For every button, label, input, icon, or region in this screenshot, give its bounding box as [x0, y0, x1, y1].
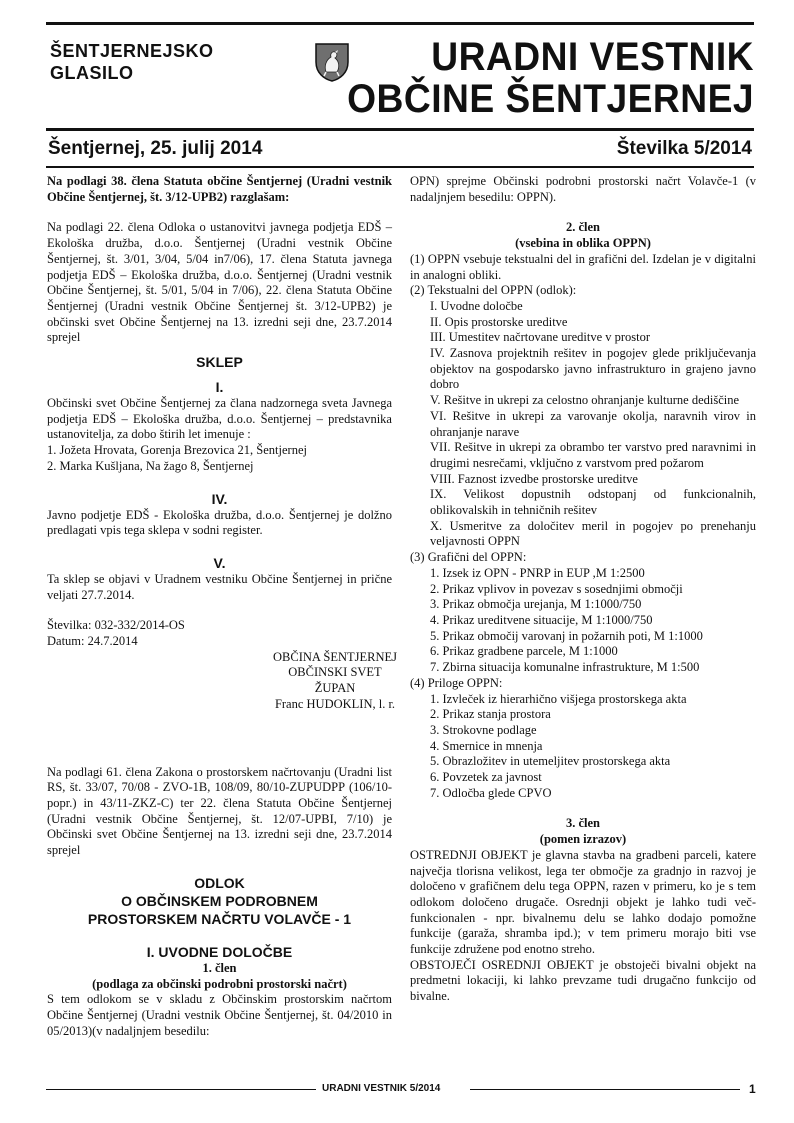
issue-date: Šentjernej, 25. julij 2014	[48, 138, 263, 159]
article-3-subtitle: (pomen izrazov)	[539, 832, 627, 847]
article-2-subtitle: (vsebina in oblika OPPN)	[515, 236, 651, 251]
signature-block	[47, 650, 425, 713]
sklep-intro: Na podlagi 38. člena Statuta občine Šentjernej (Uradni vestnik Občine Šentjernej, št. 3/12-UPB2) razglašam:	[47, 174, 392, 204]
attachment-item: 4. Smernice in mnenja	[430, 738, 543, 753]
top-rule	[46, 22, 754, 25]
signature-line1: OBČINA ŠENTJERNEJ	[273, 649, 397, 664]
text-part-item: I. Uvodne določbe	[430, 298, 523, 313]
article-1-heading: 1. člen	[202, 960, 237, 975]
text-part-item: V. Rešitve in ukrepi za celostno ohranjanje kulturne dediščine	[430, 393, 740, 408]
signature-line3: ŽUPAN	[314, 681, 356, 696]
attachment-item: 6. Povzetek za javnost	[430, 770, 542, 785]
footer-rule-right	[470, 1089, 740, 1090]
footer-label: URADNI VESTNIK 5/2014	[322, 1083, 441, 1094]
masthead-left-line1: ŠENTJERNEJSKO	[50, 41, 214, 61]
footer-rule	[46, 1089, 316, 1090]
graphic-part-item: 7. Zbirna situacija komunalne infrastrukture, M 1:500	[430, 660, 700, 675]
masthead-title	[294, 36, 754, 120]
graphic-part-item: 3. Prikaz območja urejanja, M 1:1000/750	[430, 597, 642, 612]
left-column	[47, 174, 397, 1039]
title-line2: OBČINE ŠENTJERNEJ	[347, 77, 754, 121]
attachment-list	[410, 692, 756, 802]
sklep-section-iv: IV.	[211, 490, 228, 507]
attachment-item: 1. Izvleček iz hierarhično višjega prostorskega akta	[430, 691, 687, 706]
header-rule	[46, 128, 754, 131]
article-2-para-4: (4) Priloge OPPN:	[410, 675, 503, 690]
text-part-item: III. Umestitev načrtovane ureditve v prostor	[430, 330, 651, 345]
sklep-number: Številka: 032-332/2014-OS	[47, 618, 185, 633]
article-1-continued: OPN) sprejme Občinski podrobni prostorski načrt Volavče-1 (v nadaljnjem besedilu: OPPN).	[410, 174, 756, 204]
attachment-item: 2. Prikaz stanja prostora	[430, 707, 551, 722]
sklep-date: Datum: 24.7.2014	[47, 634, 138, 649]
title-line1: URADNI VESTNIK	[431, 35, 754, 79]
attachment-item: 3. Strokovne podlage	[430, 722, 537, 737]
odlok-legal-basis: Na podlagi 61. člena Zakona o prostorskem načrtovanju (Uradni list RS, št. 33/07, 70/08 - ZVO-1B, 108/09, 80/10-ZUPUDPP (106/10-popr.) in 43/11-ZKZ-C) ter 22. člena Statuta Občine Šentjernej (Uradni vestnik Občine Šentjernej, št. 12/07-UPBI, 7/10) je Občinski svet Občine Šentjernej na 13. izredni seji dne, 23.7.2014 sprejel	[47, 764, 392, 858]
masthead-left-line2: GLASILO	[50, 63, 134, 83]
sklep-member-1: 1. Jožeta Hrovata, Gorenja Brezovica 21, Šentjernej	[47, 443, 307, 458]
text-part-list	[410, 299, 756, 550]
definition-obstojeci-objekt: OBSTOJEČI OSREDNJI OBJEKT je obstoječi bivalni objekt na predmetni lokaciji, ki lahko prevzame tudi drugačno funkcijo od bivalne.	[410, 957, 756, 1004]
sklep-section-i-text: Občinski svet Občine Šentjernej za člana nadzornega sveta Javnega podjetja EDŠ – Ekološka družba, d.o.o. Šentjernej – predstavnika ustanovitelja, za dobo štirih let imenuje :	[47, 396, 392, 442]
text-part-item: VI. Rešitve in ukrepi za varovanje okolja, naravnih virov in ohranjanje narave	[430, 408, 756, 439]
article-1-text: S tem odlokom se v skladu z Občinskim prostorskim načrtom Občine Šentjernej (Uradni vestnik Občine Šentjernej, št. 04/2010 in 05/2013)(v nadaljnjem besedilu:	[47, 992, 392, 1038]
right-column	[410, 174, 756, 1005]
signature-line4: Franc HUDOKLIN, l. r.	[274, 696, 396, 711]
attachment-item: 7. Odločba glede CPVO	[430, 785, 552, 800]
definition-osrednji-objekt: OSTREDNJI OBJEKT je glavna stavba na gradbeni parceli, katere največja tlorisna velikost, lega ter območje za gradnjo in razvoj je določeno v grafičnem delu tega OPPN, razen v primeru, ko je s tem odlokom določeno drugače. Osrednji objekt je lahko tudi več-funkcionalen - npr. bivalnemu delu se lahko dodajo pomožne funkcije (garaža, shramba ipd.); v tem primeru morajo biti vse funkcije združene pod enotno streho.	[410, 847, 756, 957]
sklep-member-2: 2. Marka Kušljana, Na žago 8, Šentjernej	[47, 458, 254, 473]
article-2-para-2: (2) Tekstualni del OPPN (odlok):	[410, 283, 577, 298]
date-rule	[46, 166, 754, 168]
graphic-part-item: 5. Prikaz območij varovanj in požarnih poti, M 1:1000	[430, 628, 703, 643]
sklep-title: SKLEP	[196, 354, 243, 371]
odlok-title-2: O OBČINSKEM PODROBNEM	[121, 892, 318, 909]
sklep-section-i: I.	[215, 379, 224, 396]
article-2-para-3: (3) Grafični del OPPN:	[410, 550, 527, 565]
article-2-heading: 2. člen	[565, 220, 601, 235]
odlok-title-3: PROSTORSKEM NAČRTU VOLAVČE - 1	[87, 910, 352, 927]
sklep-section-v: V.	[213, 554, 226, 571]
text-part-item: X. Usmeritve za določitev meril in pogojev po prenehanju veljavnosti OPPN	[430, 518, 756, 549]
sklep-legal-basis: Na podlagi 22. člena Odloka o ustanovitvi javnega podjetja EDŠ – Ekološka družba, d.o.o. Šentjernej (Uradni vestnik Občine Šentjernej, št. 3/01, 3/04, 5/04 in7/06), 17. člena Statuta javnega podjetja EDŠ – Ekološka družba, d.o.o. Šentjernej (Uradni vestnik Občine Šentjernej, št. 5/01, 5/04 in 7/06), 22. člena Statuta Občine Šentjernej (Uradni vestnik Občine Šentjernej št. 3/12-UPB2) je občinski svet Občine Šentjernej na 13. izredni seji dne, 23.7.2014 sprejel	[47, 220, 392, 345]
page-number: 1	[749, 1082, 756, 1096]
graphic-part-item: 1. Izsek iz OPN - PNRP in EUP ,M 1:2500	[430, 565, 645, 580]
text-part-item: VIII. Faznost izvedbe prostorske ureditve	[430, 471, 638, 486]
graphic-part-list	[410, 566, 756, 676]
graphic-part-item: 2. Prikaz vplivov in povezav s sosednjimi območji	[430, 581, 683, 596]
section-uvodne-dolocbe: I. UVODNE DOLOČBE	[146, 943, 293, 960]
article-3-heading: 3. člen	[565, 816, 601, 831]
signature-line2: OBČINSKI SVET	[288, 665, 382, 680]
odlok-title-1: ODLOK	[194, 874, 245, 891]
text-part-item: IV. Zasnova projektnih rešitev in pogojev glede priključevanja objektov na gospodarsko javno infrastrukturo in grajeno javno dobro	[430, 346, 756, 392]
text-part-item: II. Opis prostorske ureditve	[430, 314, 568, 329]
article-2-para-1: (1) OPPN vsebuje tekstualni del in grafični del. Izdelan je v digitalni in analogni obliki.	[410, 251, 756, 282]
issue-number: Številka 5/2014	[616, 138, 752, 159]
graphic-part-item: 6. Prikaz gradbene parcele, M 1:1000	[430, 644, 618, 659]
attachment-item: 5. Obrazložitev in utemeljitev prostorskega akta	[430, 754, 671, 769]
article-1-subtitle: (podlaga za občinski podrobni prostorski načrt)	[92, 976, 347, 991]
text-part-item: IX. Velikost dopustnih odstopanj od funkcionalnih, oblikovalskih in tehničnih rešitev	[430, 487, 756, 518]
text-part-item: VII. Rešitve in ukrepi za obrambo ter varstvo pred naravnimi in drugimi nesrečami, vključno z varstvom pred požarom	[430, 440, 756, 470]
sklep-section-iv-text: Javno podjetje EDŠ - Ekološka družba, d.o.o. Šentjernej je dolžno predlagati vpis tega sklepa v sodni register.	[47, 507, 392, 538]
masthead-left	[50, 40, 214, 84]
graphic-part-item: 4. Prikaz ureditvene situacije, M 1:1000/750	[430, 612, 653, 627]
sklep-section-v-text: Ta sklep se objavi v Uradnem vestniku Občine Šentjernej in prične veljati 27.7.2014.	[47, 571, 392, 602]
